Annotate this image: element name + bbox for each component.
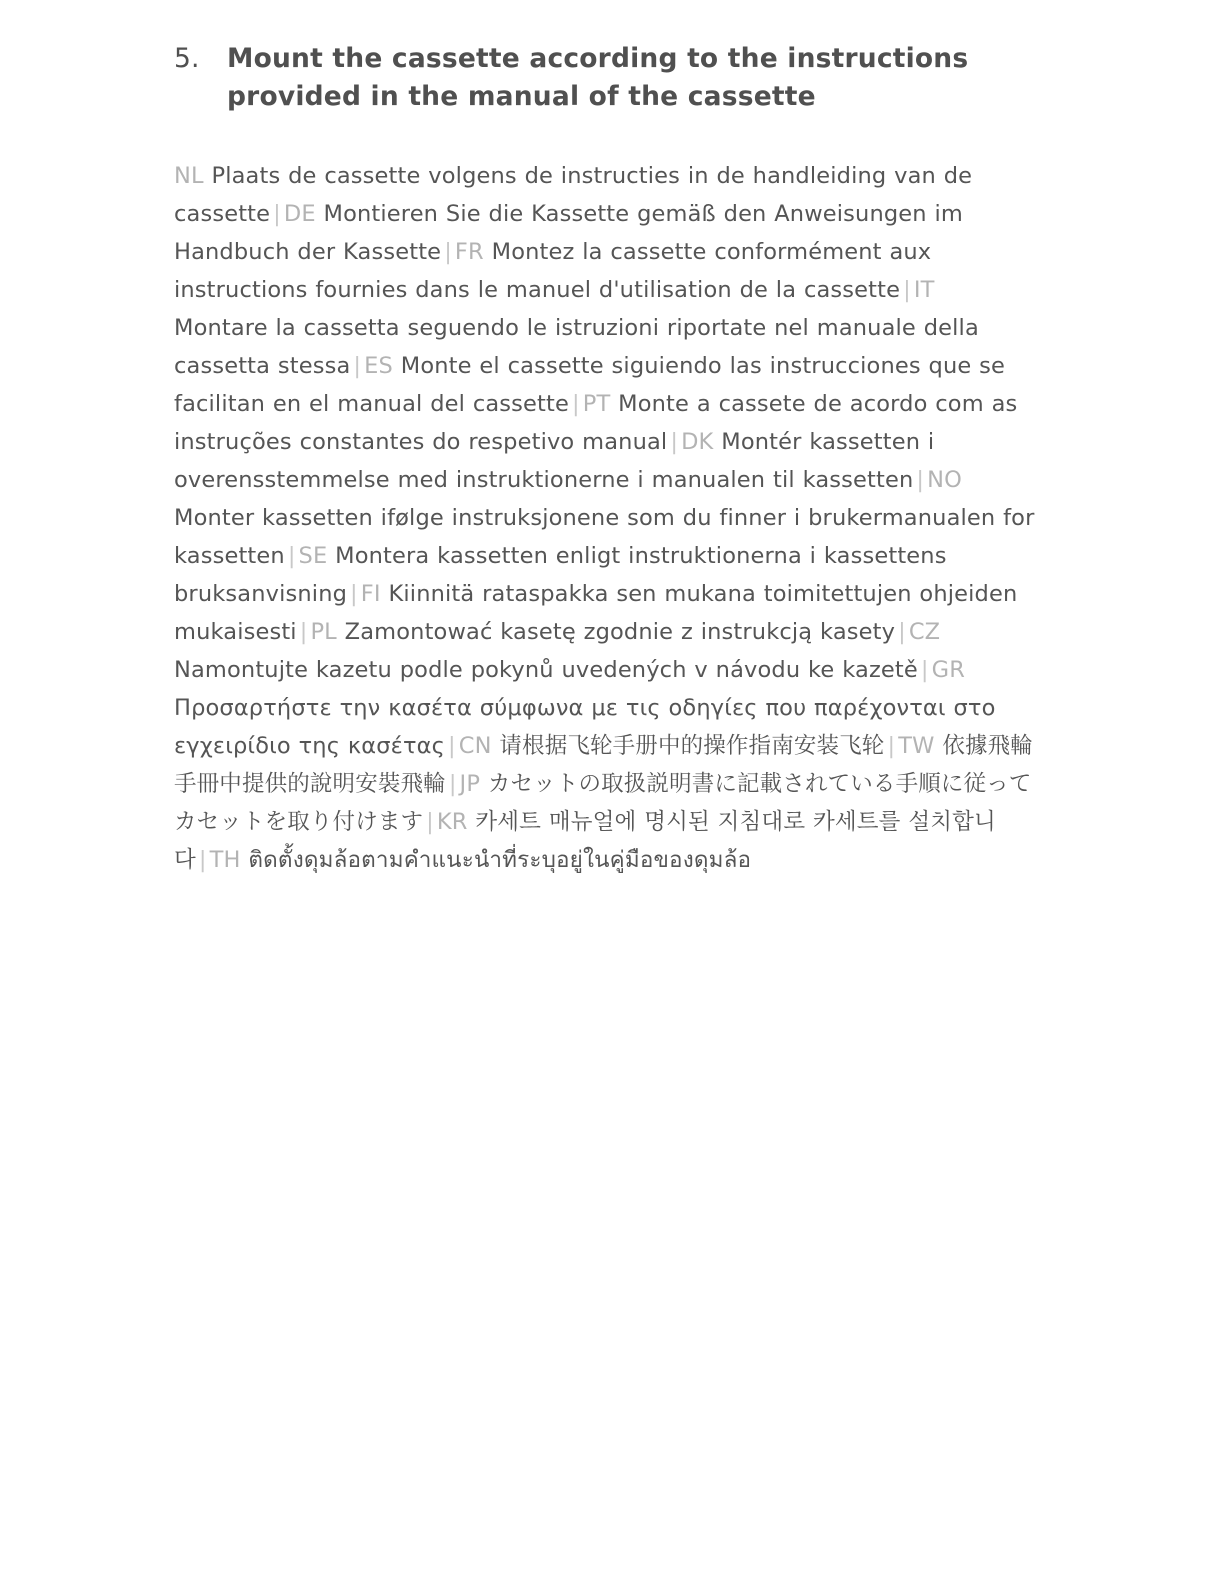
lang-code: GR <box>931 657 965 683</box>
lang-code: DK <box>681 429 714 455</box>
separator: | <box>898 619 906 645</box>
separator: | <box>887 733 896 759</box>
separator: | <box>426 809 434 835</box>
translations-paragraph <box>174 157 1036 879</box>
translation-pl <box>310 619 895 645</box>
separator: | <box>448 733 456 759</box>
lang-code: IT <box>913 277 935 303</box>
lang-code: TH <box>209 847 241 873</box>
lang-code: NL <box>174 163 204 189</box>
translation-text: Montare la cassetta seguendo le istruzioni riportate nel manuale della cassetta stessa <box>174 315 979 379</box>
translation-text: Monte el cassette siguiendo las instrucciones que se facilitan en el manual del cassette <box>174 353 1006 417</box>
separator: | <box>353 353 362 379</box>
separator: | <box>198 847 207 873</box>
separator: | <box>287 543 296 569</box>
separator: | <box>448 771 457 797</box>
lang-code: ES <box>364 353 393 379</box>
translation-text: Zamontować kasetę zgodnie z instrukcją kasety <box>344 619 896 645</box>
separator: | <box>444 239 452 265</box>
separator: | <box>903 277 911 303</box>
translation-text: Plaats de cassette volgens de instructies in de handleiding van de cassette <box>174 163 973 227</box>
translation-text: Montér kassetten i overensstemmelse med instruktionerne i manualen til kassetten <box>174 429 935 493</box>
lang-code: NO <box>927 467 962 493</box>
lang-code: TW <box>898 733 935 759</box>
lang-code: KR <box>436 809 468 835</box>
separator: | <box>920 657 929 683</box>
lang-code: FR <box>454 239 484 265</box>
lang-code: FI <box>360 581 381 607</box>
step-number: 5. <box>174 43 200 74</box>
lang-code: PL <box>310 619 337 645</box>
lang-code: DE <box>283 201 316 227</box>
separator: | <box>572 391 580 417</box>
translation-text: ติดตั้งดุมล้อตามคำแนะนำที่ระบุอยู่ในคู่มือของดุมล้อ <box>248 847 752 873</box>
translation-cn <box>459 733 885 759</box>
translation-text: Kiinnitä rataspakka sen mukana toimitettujen ohjeiden mukaisesti <box>174 581 1018 645</box>
step-title: Mount the cassette according to the instructions provided in the manual of the cassette <box>227 43 969 112</box>
translation-text: 请根据飞轮手册中的操作指南安装飞轮 <box>499 733 885 759</box>
translation-text: Προσαρτήστε την κασέτα σύμφωνα με τις οδηγίες που παρέχονται στο εγχειρίδιο της κασέτας <box>174 695 996 759</box>
translation-text: Montera kassetten enligt instruktionerna i kassettens bruksanvisning <box>174 543 947 607</box>
translation-text: Monte a cassete de acordo com as instruções constantes do respetivo manual <box>174 391 1018 455</box>
translation-text: Monter kassetten ifølge instruksjonene som du finner i brukermanualen for kassetten <box>174 505 1035 569</box>
translation-text: 依據飛輪手冊中提供的說明安裝飛輪 <box>174 733 1033 797</box>
lang-code: SE <box>298 543 328 569</box>
translation-text: 카세트 매뉴얼에 명시된 지침대로 카세트를 설치합니다 <box>174 809 996 873</box>
separator: | <box>273 201 281 227</box>
translation-text: カセットの取扱説明書に記載されている手順に従ってカセットを取り付けます <box>174 771 1032 835</box>
translation-th <box>210 847 752 873</box>
lang-code: CZ <box>908 619 941 645</box>
step-heading <box>174 40 1054 116</box>
lang-code: CN <box>458 733 492 759</box>
translation-text: Namontujte kazetu podle pokynů uvedených v návodu ke kazetě <box>174 657 918 683</box>
translation-text: Montez la cassette conformément aux instructions fournies dans le manuel d'utilisation de la cassette <box>174 239 932 303</box>
lang-code: PT <box>582 391 611 417</box>
separator: | <box>350 581 358 607</box>
lang-code: JP <box>459 771 481 797</box>
separator: | <box>670 429 679 455</box>
separator: | <box>916 467 925 493</box>
translation-text: Montieren Sie die Kassette gemäß den Anweisungen im Handbuch der Kassette <box>174 201 963 265</box>
separator: | <box>299 619 308 645</box>
